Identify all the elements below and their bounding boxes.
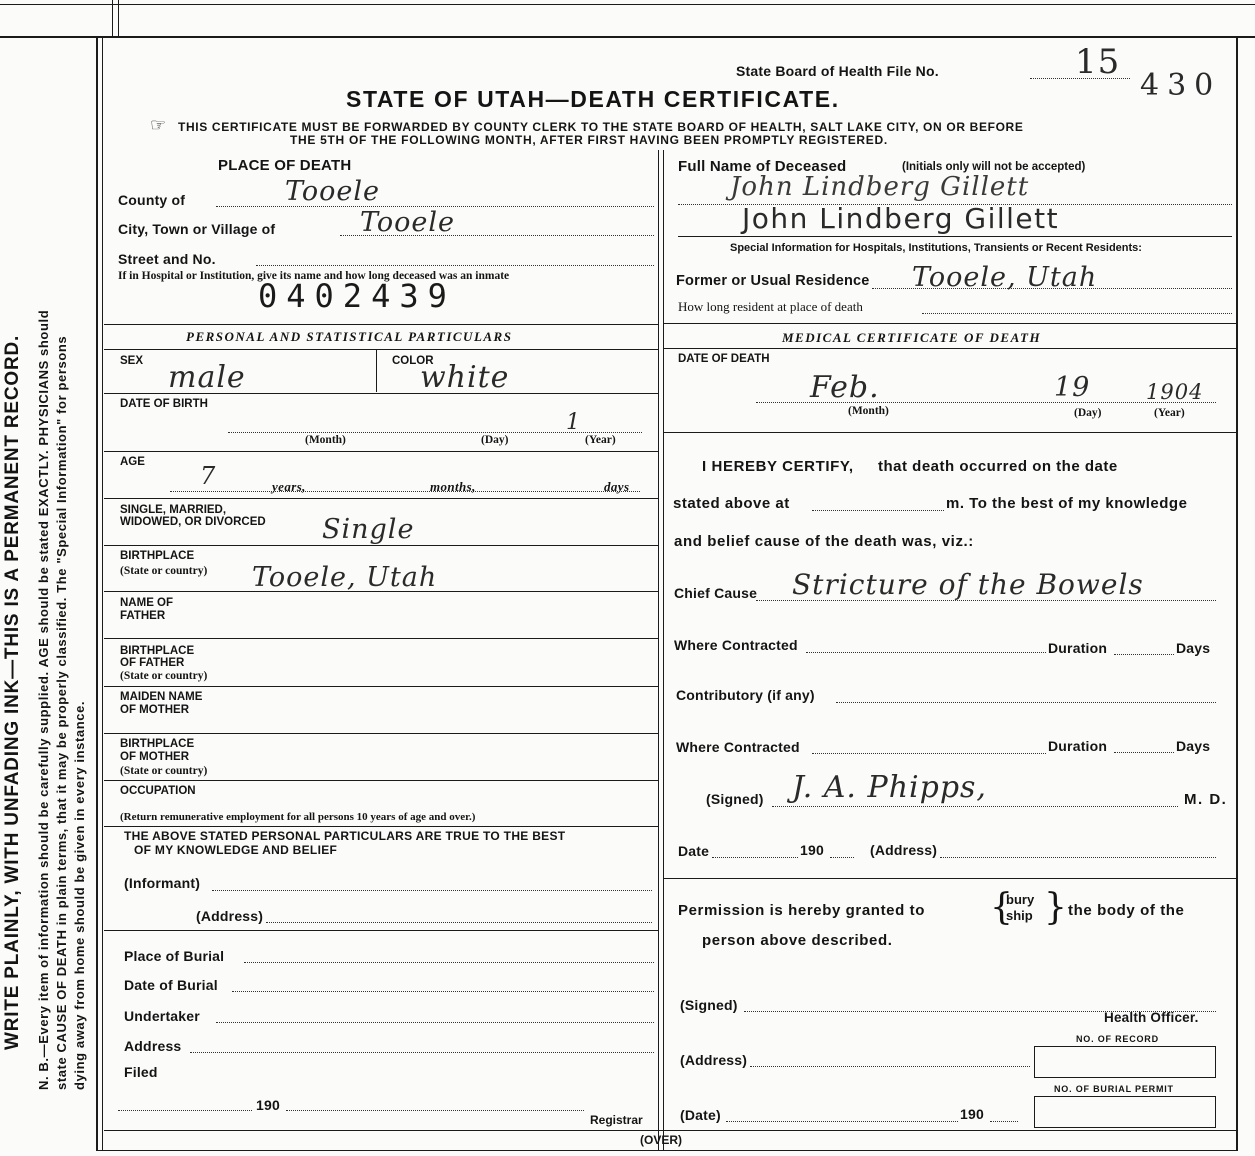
deceased-name-printed: John Lindberg Gillett xyxy=(742,202,1060,235)
ship-option: ship xyxy=(1006,908,1033,923)
color-label: COLOR xyxy=(392,355,434,367)
certify-time-line xyxy=(812,510,944,511)
duration-line-2 xyxy=(1114,752,1174,753)
resident-since-label: How long resident at place of death xyxy=(678,299,863,314)
instruction-line2: THE 5TH OF THE FOLLOWING MONTH, AFTER FIRST HAVING BEEN PROMPTLY REGISTERED. xyxy=(290,133,888,147)
form-top-edge xyxy=(0,4,1255,5)
marital-label1: SINGLE, MARRIED, xyxy=(120,504,227,516)
filed-label: Filed xyxy=(124,1064,158,1080)
dob-day-label: (Day) xyxy=(481,434,509,446)
where-contracted-label-2: Where Contracted xyxy=(676,739,800,755)
form-top-border xyxy=(0,36,1255,38)
filed-line-a xyxy=(118,1110,252,1111)
chief-cause-label: Chief Cause xyxy=(674,585,758,601)
death-date-label: DATE OF DEATH xyxy=(678,353,770,365)
burial-address-line xyxy=(190,1052,654,1053)
marital-value: Single xyxy=(322,514,415,545)
record-number-box[interactable] xyxy=(1034,1046,1216,1078)
file-no-label: State Board of Health File No. xyxy=(736,63,939,79)
file-no-value: 15 xyxy=(1075,42,1121,82)
street-line xyxy=(256,265,654,266)
column-divider-2 xyxy=(663,150,664,1150)
no-record-label: NO. OF RECORD xyxy=(1076,1034,1159,1044)
burial-date-label: Date of Burial xyxy=(124,977,218,993)
bury-option: bury xyxy=(1006,892,1035,907)
mother-birth-label2: OF MOTHER xyxy=(120,751,189,763)
medical-date-label: Date xyxy=(678,843,710,859)
death-day-value: 19 xyxy=(1054,372,1091,403)
officer-address-line xyxy=(750,1066,1030,1067)
deceased-name-handwritten: John Lindberg Gillett xyxy=(730,172,1030,202)
permission-year-prefix: 190 xyxy=(960,1106,984,1122)
permission-text-c: person above described. xyxy=(702,932,893,949)
death-year-label: (Year) xyxy=(1154,407,1185,419)
certify-line2a: stated above at xyxy=(673,495,790,512)
duration-label-1: Duration xyxy=(1048,640,1108,656)
deceased-section-bottom xyxy=(664,323,1236,324)
certificate-title: STATE OF UTAH—DEATH CERTIFICATE. xyxy=(346,86,840,112)
informant-label: (Informant) xyxy=(124,875,201,891)
form-right-border xyxy=(1236,36,1238,1150)
md-label: M. D. xyxy=(1184,791,1228,808)
brace-open: { xyxy=(990,887,1013,928)
duration-line-1 xyxy=(1114,654,1174,655)
place-section-bottom xyxy=(104,324,658,325)
side-note-line1 xyxy=(36,310,51,1090)
medical-date-line-b xyxy=(830,857,854,858)
chief-cause-value: Stricture of the Bowels xyxy=(792,568,1144,601)
dob-label: DATE OF BIRTH xyxy=(120,398,208,410)
occupation-note: (Return remunerative employment for all persons 10 years of age and over.) xyxy=(120,811,476,823)
residence-value: Tooele, Utah xyxy=(912,262,1098,293)
city-label: City, Town or Village of xyxy=(118,221,276,237)
filed-line-b xyxy=(286,1110,584,1111)
age-value: 7 xyxy=(200,462,217,490)
contributory-label: Contributory (if any) xyxy=(676,687,815,703)
over-label: (OVER) xyxy=(640,1133,682,1147)
months-label: months, xyxy=(430,479,476,494)
file-no-extra: 430 xyxy=(1140,68,1222,103)
medical-date-line-a xyxy=(712,857,798,858)
brace-close: } xyxy=(1044,887,1067,928)
top-edge-tick-2 xyxy=(112,0,113,36)
medical-heading: MEDICAL CERTIFICATE OF DEATH xyxy=(782,330,1042,345)
where-contracted-label-1: Where Contracted xyxy=(674,637,798,653)
death-date-bottom xyxy=(664,432,1236,433)
sex-value: male xyxy=(168,360,246,395)
personal-heading-line xyxy=(104,349,658,350)
informant-address-line xyxy=(266,922,652,923)
age-line xyxy=(170,491,640,492)
burial-place-line xyxy=(244,962,654,963)
deceased-name-note: (Initials only will not be accepted) xyxy=(902,161,1086,173)
place-of-death-heading: PLACE OF DEATH xyxy=(218,157,352,174)
where-contracted-line-1 xyxy=(806,652,1046,653)
residence-label: Former or Usual Residence xyxy=(676,273,870,289)
death-year-value: 1904 xyxy=(1146,380,1204,404)
death-month-label: (Month) xyxy=(848,405,889,417)
mother-birth-label3: (State or country) xyxy=(120,765,208,777)
hospital-label: If in Hospital or Institution, give its name and how long deceased was an inmate xyxy=(118,270,510,282)
permission-text-a: Permission is hereby granted to xyxy=(678,902,925,919)
burial-place-label: Place of Burial xyxy=(124,948,225,964)
death-month-value: Feb. xyxy=(810,370,880,405)
side-note-line3 xyxy=(72,701,87,1090)
marital-row-bottom xyxy=(104,545,658,546)
no-permit-label: NO. OF BURIAL PERMIT xyxy=(1054,1084,1174,1094)
health-officer-label: Health Officer. xyxy=(1104,1010,1199,1025)
color-value: white xyxy=(420,360,510,395)
stamp-number: 0402439 xyxy=(258,277,456,315)
medical-year-prefix: 190 xyxy=(800,842,824,858)
undertaker-label: Undertaker xyxy=(124,1008,200,1024)
personal-heading: PERSONAL AND STATISTICAL PARTICULARS xyxy=(186,329,513,344)
age-label: AGE xyxy=(120,456,145,468)
dob-year-label: (Year) xyxy=(585,434,616,446)
occupation-row-bottom xyxy=(104,826,658,827)
officer-signed-label: (Signed) xyxy=(680,997,738,1013)
sex-row-bottom xyxy=(104,393,658,394)
medical-section-bottom xyxy=(664,878,1236,879)
county-label: County of xyxy=(118,192,186,208)
personal-section-bottom xyxy=(104,930,658,931)
permission-date-label: (Date) xyxy=(680,1107,721,1123)
special-info: Special Information for Hospitals, Institutions, Transients or Recent Residents: xyxy=(730,242,1142,254)
deceased-name-label: Full Name of Deceased xyxy=(678,158,847,175)
street-label: Street and No. xyxy=(118,251,216,267)
form-left-border-inner xyxy=(102,36,103,1150)
dob-month-label: (Month) xyxy=(305,434,346,446)
mother-row-bottom xyxy=(104,733,658,734)
where-contracted-line-2 xyxy=(812,753,1046,754)
permission-date-line-b xyxy=(990,1121,1018,1122)
burial-permit-box[interactable] xyxy=(1034,1096,1216,1128)
sex-label: SEX xyxy=(120,355,144,367)
mother-birth-label1: BIRTHPLACE xyxy=(120,738,195,750)
resident-since-line xyxy=(922,313,1232,314)
father-birth-label3: (State or country) xyxy=(120,670,208,682)
certify-line1: that death occurred on the date xyxy=(878,458,1118,475)
duration-label-2: Duration xyxy=(1048,738,1108,754)
sex-color-divider xyxy=(376,350,377,392)
form-bottom-border xyxy=(96,1150,1238,1151)
days-label-2: Days xyxy=(1176,738,1211,754)
side-note-line2-text: state CAUSE OF DEATH in plain terms, that it may be properly classified. The "Special Information" for persons xyxy=(54,335,69,1090)
officer-address-label: (Address) xyxy=(680,1052,748,1068)
years-label: years, xyxy=(272,479,306,494)
birthplace-label1: BIRTHPLACE xyxy=(120,550,195,562)
registrar-label: Registrar xyxy=(590,1113,643,1127)
burial-date-line xyxy=(232,991,654,992)
attest-line1: THE ABOVE STATED PERSONAL PARTICULARS ARE TRUE TO THE BEST xyxy=(124,829,566,843)
dob-row-bottom xyxy=(104,451,658,452)
certify-line3: and belief cause of the death was, viz.: xyxy=(674,533,974,550)
side-note-line3-text: dying away from home should be given in every instance. xyxy=(72,700,87,1090)
permission-text-b: the body of the xyxy=(1068,902,1185,919)
days-label-1: Days xyxy=(1176,640,1211,656)
permission-date-line-a xyxy=(726,1121,958,1122)
footer-line xyxy=(104,1130,1236,1131)
medical-address-line xyxy=(940,857,1216,858)
side-note-line1-text: N. B.—Every item of information should be carefully supplied. AGE should be stated EXACTLY. PHYSICIANS should xyxy=(36,309,51,1090)
birthplace-value: Tooele, Utah xyxy=(252,562,438,593)
father-label2: FATHER xyxy=(120,610,166,622)
pointing-hand-icon: ☞ xyxy=(150,115,167,135)
days-label: days xyxy=(604,479,630,494)
instruction-line1: THIS CERTIFICATE MUST BE FORWARDED BY COUNTY CLERK TO THE STATE BOARD OF HEALTH, SALT LAKE CITY, ON OR BEFORE xyxy=(178,120,1024,134)
occupation-label: OCCUPATION xyxy=(120,785,196,797)
contributory-line xyxy=(836,702,1216,703)
top-edge-tick xyxy=(118,0,119,36)
certify-bold: I HEREBY CERTIFY, xyxy=(702,458,854,475)
physician-signed-line xyxy=(772,806,1178,807)
dob-year-value: 1 xyxy=(566,410,581,435)
medical-heading-line xyxy=(664,348,1236,349)
county-value: Tooele xyxy=(285,176,381,207)
undertaker-line xyxy=(216,1022,654,1023)
mother-label2: OF MOTHER xyxy=(120,704,189,716)
informant-address-label: (Address) xyxy=(196,908,264,924)
age-row-bottom xyxy=(104,498,658,499)
mother-label1: MAIDEN NAME xyxy=(120,691,203,703)
side-note-main xyxy=(2,335,24,1050)
death-day-label: (Day) xyxy=(1074,407,1102,419)
father-birth-label2: OF FATHER xyxy=(120,657,185,669)
father-label1: NAME OF xyxy=(120,597,174,609)
medical-address-label: (Address) xyxy=(870,842,938,858)
informant-line xyxy=(212,890,652,891)
physician-signature: J. A. Phipps, xyxy=(792,770,987,805)
birthplace-label2: (State or country) xyxy=(120,565,208,577)
certify-line2b: m. To the best of my knowledge xyxy=(946,495,1188,512)
marital-label2: WIDOWED, OR DIVORCED xyxy=(120,516,266,528)
birthplace-row-bottom xyxy=(104,591,658,592)
father-birth-label1: BIRTHPLACE xyxy=(120,645,195,657)
attest-line2: OF MY KNOWLEDGE AND BELIEF xyxy=(134,843,338,857)
side-note-main-text: WRITE PLAINLY, WITH UNFADING INK—THIS IS A PERMANENT RECORD. xyxy=(2,334,23,1050)
city-value: Tooele xyxy=(360,207,456,238)
side-note-line2 xyxy=(54,336,69,1090)
deceased-name-line2 xyxy=(678,236,1232,237)
mother-birth-row-bottom xyxy=(104,780,658,781)
physician-signed-label: (Signed) xyxy=(706,791,764,807)
column-divider xyxy=(658,150,659,1150)
form-left-border xyxy=(96,36,98,1150)
father-row-bottom xyxy=(104,638,658,639)
filed-year-prefix: 190 xyxy=(256,1097,280,1113)
father-birth-row-bottom xyxy=(104,686,658,687)
burial-address-label: Address xyxy=(124,1038,182,1054)
